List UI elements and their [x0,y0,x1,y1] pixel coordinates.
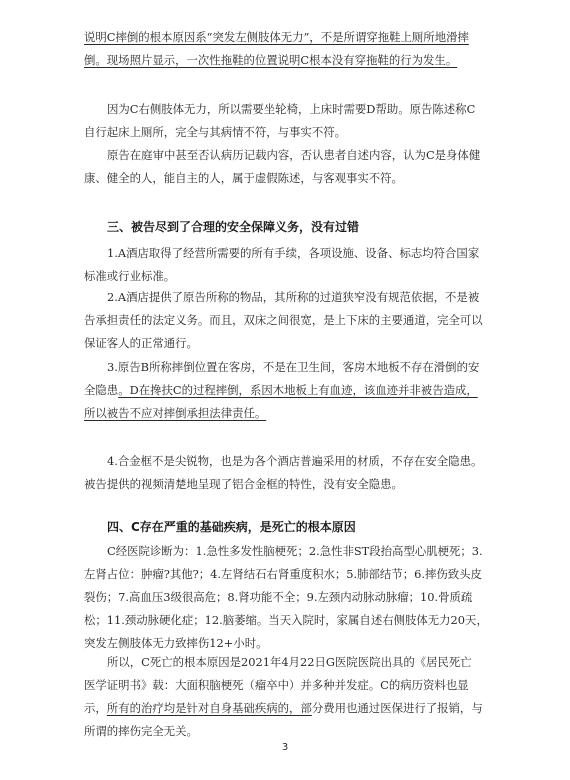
paragraph [84,26,506,72]
line-text: 松；11.颈动脉硬化症；12.脑萎缩。当天入院时，家属自述右侧肢体无力20天， [84,613,488,627]
text-line [84,242,506,265]
line-text: 所以，C死亡的根本原因是2021年4月22日G医院医院出具的《居民死亡 [107,655,472,669]
paragraph [84,450,506,496]
paragraph [84,286,506,355]
text-line [84,402,506,425]
text-line [84,286,506,309]
line-text: 2.A酒店提供了原告所称的物品，其所称的过道狭窄没有规范依据，不是被 [107,290,480,304]
text-line [84,144,506,167]
text-line [84,540,506,563]
line-text: 所以被告不应对摔倒承担法律责任。 [84,406,267,420]
paragraph [84,242,506,288]
paragraph [84,540,506,655]
section-heading [84,516,506,539]
page-number: 3 [281,742,289,753]
line-text: 告承担责任的法定义务。而且，双床之间很宽，是上下床的主要通道，完全可以 [84,313,483,327]
paragraph [84,98,506,144]
heading-text: 四、C存在严重的基础疾病，是死亡的根本原因 [107,520,356,534]
text-line [84,473,506,496]
line-text: 倒。现场照片显示，一次性拖鞋的位置说明C根本没有穿拖鞋的行为发生。 [84,53,458,67]
line-text: C经医院诊断为：1.急性多发性脑梗死；2.急性非ST段抬高型心肌梗死；3. [107,544,483,558]
line-text: 突发左侧肢体无力致摔伤12+小时。 [84,636,268,650]
text-line [84,720,506,743]
text-line [84,450,506,473]
text-line [84,265,506,288]
text-line [84,586,506,609]
line-text: 康、健全的人，能自主的人，属于虚假陈述，与客观事实不符。 [84,171,403,185]
paragraph [84,144,506,190]
text-line [84,121,506,144]
line-text: 说明C摔倒的根本原因系“突发左侧肢体无力”，不是所谓穿拖鞋上厕所地滑摔 [84,30,469,44]
text-line [84,332,506,355]
line-text: 因为C右侧肢体无力，所以需要坐轮椅，上床时需要D帮助。原告陈述称C [107,102,476,116]
line-text: 1.A酒店取得了经营所需要的所有手续，各项设施、设备、标志均符合国家 [107,246,480,260]
line-text: 医学证明书》载：大面积脑梗死（瘤卒中）并多种并发症。C的病历资料也显 [84,678,469,692]
text-line [84,26,506,49]
text-line [84,379,506,402]
line-text: 左肾占位：肿瘤?其他?；4.左肾结石右肾重度积水；5.肺部结节；6.摔伤致头皮 [84,567,482,581]
text-line [84,697,506,720]
paragraph [84,356,506,425]
line-text: 所谓的摔伤完全无关。 [84,724,198,738]
text-line [84,563,506,586]
text-line [84,49,506,72]
line-text: 示，所有的治疗均是针对自身基础疾病的，部分费用也通过医保进行了报销，与 [84,701,483,715]
text-line [84,674,506,697]
section-heading [84,216,506,239]
text-line [84,609,506,632]
text-line [84,651,506,674]
line-text: 标准或行业标准。 [84,269,176,283]
text-line [84,356,506,379]
line-text: 自行起床上厕所，完全与其病情不符，与事实不符。 [84,125,346,139]
paragraph [84,651,506,743]
text-line [84,309,506,332]
line-text: 全隐患。D在搀扶C的过程摔倒，系因木地板上有血迹，该血迹并非被告造成， [84,383,478,397]
line-text: 裂伤；7.高血压3级很高危；8.肾功能不全；9.左颈内动脉动脉瘤；10.骨质疏 [84,590,473,604]
line-text: 被告提供的视频清楚地呈现了铝合金框的特性，没有安全隐患。 [84,477,403,491]
line-text: 原告在庭审中甚至否认病历记载内容，否认患者自述内容，认为C是身体健 [107,148,481,162]
line-text: 4.合金框不是尖锐物，也是为各个酒店普遍采用的材质，不存在安全隐患。 [107,454,483,468]
heading-text: 三、被告尽到了合理的安全保障义务，没有过错 [107,220,360,234]
text-line [84,98,506,121]
line-text: 3.原告B所称摔倒位置在客房，不是在卫生间，客房木地板不存在滑倒的安 [107,360,480,374]
text-line [84,167,506,190]
line-text: 保证客人的正常通行。 [84,336,198,350]
